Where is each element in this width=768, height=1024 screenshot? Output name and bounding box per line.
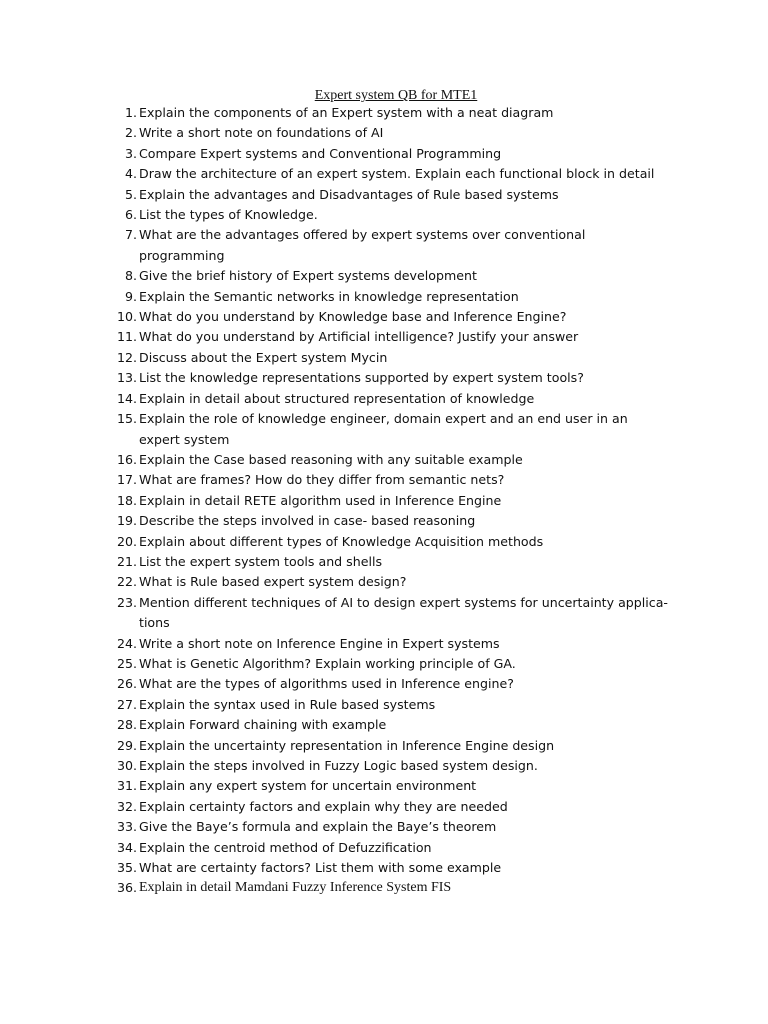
question-number: 25. — [116, 655, 137, 671]
question-number: 34. — [116, 839, 137, 855]
question-number: 30. — [116, 758, 137, 773]
question-item — [112, 470, 672, 490]
question-item — [112, 368, 672, 388]
question-text: Explain Forward chaining with example — [139, 717, 387, 733]
question-item — [112, 164, 672, 184]
question-number: 7. — [124, 227, 137, 243]
question-text: Mention different techniques of AI to design expert systems for uncertainty applica-tions — [139, 594, 668, 631]
question-number: 9. — [124, 288, 137, 304]
question-text: Explain in detail RETE algorithm used in Inference Engine — [139, 492, 502, 508]
question-text: Explain any expert system for uncertain environment — [139, 778, 477, 794]
question-item — [112, 123, 672, 143]
question-item — [112, 450, 672, 470]
question-number: 21. — [116, 553, 137, 569]
question-item — [112, 287, 672, 307]
question-text: Explain the Case based reasoning with any suitable example — [139, 451, 523, 467]
question-text: Explain in detail Mamdani Fuzzy Inference System FIS — [139, 880, 452, 896]
question-text: List the knowledge representations supported by expert system tools? — [139, 370, 584, 386]
question-item — [112, 634, 672, 654]
question-text: What are certainty factors? List them with some example — [139, 860, 502, 876]
question-item — [112, 532, 672, 552]
question-item — [112, 756, 672, 776]
question-item — [112, 409, 672, 450]
question-text: Explain about different types of Knowledge Acquisition methods — [139, 533, 544, 549]
question-item — [112, 389, 672, 409]
question-number: 5. — [124, 186, 137, 202]
question-number: 17. — [116, 472, 137, 488]
question-item — [112, 225, 672, 266]
question-text: Compare Expert systems and Conventional Programming — [139, 145, 502, 161]
question-number: 23. — [116, 594, 137, 610]
question-number: 1. — [124, 105, 137, 120]
question-item — [112, 858, 672, 878]
question-text: What are frames? How do they differ from semantic nets? — [139, 472, 505, 488]
question-number: 29. — [116, 737, 137, 753]
question-item — [112, 715, 672, 735]
question-number: 36. — [116, 880, 137, 896]
question-item — [112, 266, 672, 286]
question-number: 26. — [116, 676, 137, 692]
question-text: Draw the architecture of an expert system. Explain each functional block in detail — [139, 166, 655, 182]
question-text: Explain certainty factors and explain why they are needed — [139, 798, 508, 814]
question-text: What are the types of algorithms used in Inference engine? — [139, 676, 514, 692]
question-text: Write a short note on Inference Engine in Expert systems — [139, 635, 500, 651]
question-number: 6. — [124, 207, 137, 223]
question-number: 19. — [116, 513, 137, 529]
question-text: Explain the advantages and Disadvantages of Rule based systems — [139, 186, 559, 202]
question-item — [112, 776, 672, 796]
question-number: 3. — [124, 145, 137, 161]
question-text: What are the advantages offered by expert systems over conventional programming — [139, 227, 586, 263]
question-item — [112, 327, 672, 347]
question-text: Give the Baye’s formula and explain the Baye’s theorem — [139, 819, 497, 835]
question-item — [112, 491, 672, 511]
question-text: List the expert system tools and shells — [139, 553, 383, 569]
question-item — [112, 185, 672, 205]
question-number: 22. — [116, 574, 137, 590]
question-number: 31. — [116, 778, 137, 794]
question-number: 16. — [116, 451, 137, 467]
question-number: 12. — [116, 349, 137, 365]
question-text: Describe the steps involved in case- based reasoning — [139, 513, 476, 529]
question-number: 14. — [116, 390, 137, 406]
question-text: What is Genetic Algorithm? Explain working principle of GA. — [139, 655, 516, 671]
question-item — [112, 307, 672, 327]
question-item — [112, 878, 672, 898]
question-item — [112, 205, 672, 225]
question-item — [112, 654, 672, 674]
question-text: Explain the role of knowledge engineer, domain expert and an end user in an expert system — [139, 411, 628, 447]
question-item — [112, 144, 672, 164]
question-number: 33. — [116, 819, 137, 835]
question-item — [112, 674, 672, 694]
question-number: 18. — [116, 492, 137, 508]
question-number: 35. — [116, 860, 137, 876]
question-list — [112, 103, 672, 899]
question-number: 2. — [124, 125, 137, 141]
question-item — [112, 103, 672, 123]
question-item — [112, 552, 672, 572]
question-item — [112, 511, 672, 531]
question-text: Explain in detail about structured representation of knowledge — [139, 390, 535, 406]
document-title: Expert system QB for MTE1 — [314, 88, 478, 103]
question-number: 13. — [116, 370, 137, 386]
question-text: Explain the uncertainty representation in Inference Engine design — [139, 737, 555, 753]
question-number: 24. — [116, 635, 137, 651]
question-number: 32. — [116, 798, 137, 814]
question-number: 11. — [116, 329, 137, 345]
question-item — [112, 838, 672, 858]
question-text: Explain the Semantic networks in knowledge representation — [139, 288, 519, 304]
question-text: List the types of Knowledge. — [139, 207, 318, 223]
question-number: 4. — [124, 166, 137, 182]
question-text: Give the brief history of Expert systems development — [139, 268, 477, 284]
question-item — [112, 695, 672, 715]
question-number: 20. — [116, 533, 137, 549]
question-item — [112, 593, 672, 634]
question-text: Explain the steps involved in Fuzzy Logic based system design. — [139, 758, 538, 773]
question-text: Write a short note on foundations of AI — [139, 125, 384, 141]
question-number: 8. — [124, 268, 137, 284]
question-item — [112, 797, 672, 817]
question-number: 10. — [116, 309, 137, 325]
question-text: What is Rule based expert system design? — [139, 574, 407, 590]
question-item — [112, 817, 672, 837]
question-text: Discuss about the Expert system Mycin — [139, 349, 388, 365]
question-text: What do you understand by Artificial intelligence? Justify your answer — [139, 329, 579, 345]
question-number: 28. — [116, 717, 137, 733]
question-text: Explain the centroid method of Defuzzification — [139, 839, 432, 855]
question-number: 15. — [116, 411, 137, 427]
question-number: 27. — [116, 696, 137, 712]
question-item — [112, 572, 672, 592]
question-item — [112, 736, 672, 756]
question-text: What do you understand by Knowledge base and Inference Engine? — [139, 309, 567, 325]
question-item — [112, 348, 672, 368]
question-text: Explain the components of an Expert system with a neat diagram — [139, 105, 554, 120]
question-text: Explain the syntax used in Rule based systems — [139, 696, 436, 712]
